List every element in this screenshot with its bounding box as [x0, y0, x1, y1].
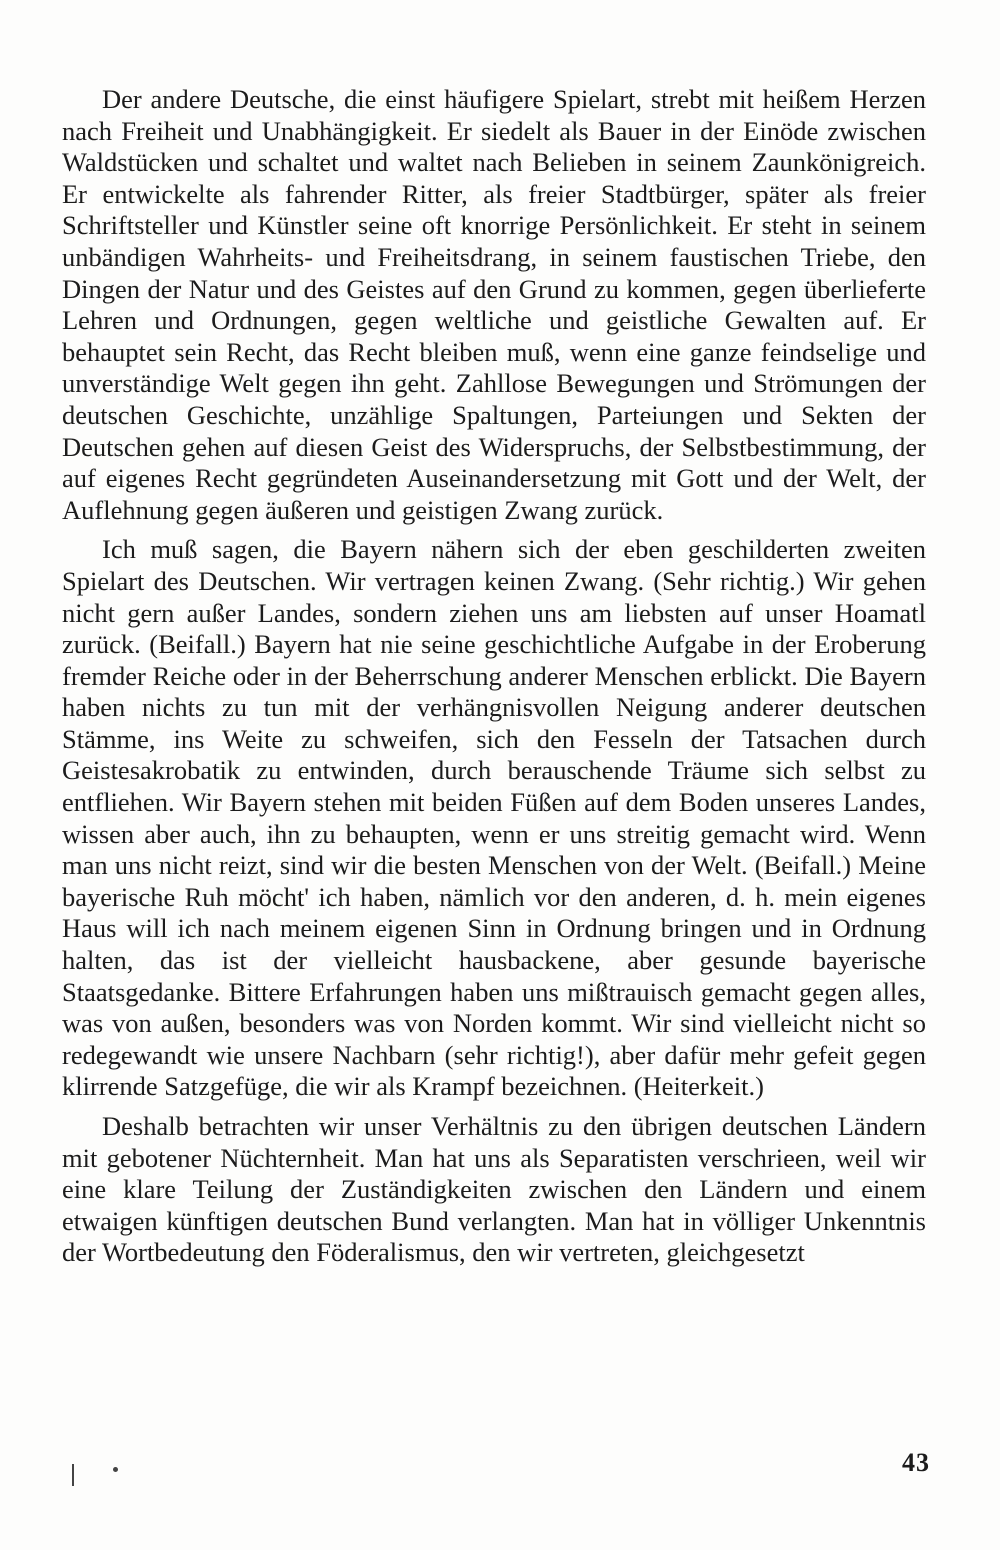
scan-artifact-dot [113, 1467, 118, 1472]
page-number: 43 [902, 1448, 930, 1477]
scan-artifact-bar [72, 1464, 74, 1486]
paragraph-2: Ich muß sagen, die Bayern nähern sich der eben geschilderten zweiten Spielart des Deutschen. Wir vertragen keinen Zwang. (Sehr richtig.) Wir gehen nicht gern außer Landes, sondern ziehen uns am liebsten auf unser Hoamatl zurück. (Beifall.) Bayern hat nie seine geschichtliche Aufgabe in der Eroberung fremder Reiche oder in der Beherrschung anderer Menschen erblickt. Die Bayern haben nichts zu tun mit der verhängnisvollen Neigung anderer deutschen Stämme, ins Weite zu schweifen, sich den Fesseln der Tatsachen durch Geistesakrobatik zu entwinden, durch berauschende Träume sich selbst zu entfliehen. Wir Bayern stehen mit beiden Füßen auf dem Boden unseres Landes, wissen aber auch, ihn zu behaupten, wenn er uns streitig gemacht wird. Wenn man uns nicht reizt, sind wir die besten Menschen von der Welt. (Beifall.) Meine bayerische Ruh möcht' ich haben, nämlich vor den anderen, d. h. mein eigenes Haus will ich nach meinem eigenen Sinn in Ordnung bringen und in Ordnung halten, das ist der vielleicht hausbackene, aber gesunde bayerische Staatsgedanke. Bittere Erfahrungen haben uns mißtrauisch gemacht gegen alles, was von außen, besonders was von Norden kommt. Wir sind vielleicht nicht so redegewandt wie unsere Nachbarn (sehr richtig!), aber dafür mehr gefeit gegen klirrende Satzgefüge, die wir als Krampf bezeichnen. (Heiterkeit.) [62, 534, 926, 1102]
body-text [62, 84, 926, 1269]
paragraph-1: Der andere Deutsche, die einst häufigere Spielart, strebt mit heißem Herzen nach Freiheit und Unabhängigkeit. Er siedelt als Bauer in der Einöde zwischen Waldstücken und schaltet und waltet nach Belieben in seinem Zaunkönigreich. Er entwickelte als fahrender Ritter, als freier Stadtbürger, später als freier Schriftsteller und Künstler seine oft knorrige Persönlichkeit. Er steht in seinem unbändigen Wahrheits- und Freiheitsdrang, in seinem faustischen Triebe, den Dingen der Natur und des Geistes auf den Grund zu kommen, gegen überlieferte Lehren und Ordnungen, gegen weltliche und geistliche Gewalten auf. Er behauptet sein Recht, das Recht bleiben muß, wenn eine ganze feindselige und unverständige Welt gegen ihn geht. Zahllose Bewegungen und Strömungen der deutschen Geschichte, unzählige Spaltungen, Parteiungen und Sekten der Deutschen gehen auf diesen Geist des Widerspruchs, der Selbstbestimmung, der auf eigenes Recht gegründeten Auseinandersetzung mit Gott und der Welt, der Auflehnung gegen äußeren und geistigen Zwang zurück. [62, 84, 926, 525]
paragraph-3: Deshalb betrachten wir unser Verhältnis zu den übrigen deutschen Ländern mit gebotener Nüchternheit. Man hat uns als Separatisten verschrieen, weil wir eine klare Teilung der Zuständigkeiten zwischen den Ländern und einem etwaigen künftigen deutschen Bund verlangten. Man hat in völliger Unkenntnis der Wortbedeutung den Föderalismus, den wir vertreten, gleichgesetzt [62, 1111, 926, 1268]
